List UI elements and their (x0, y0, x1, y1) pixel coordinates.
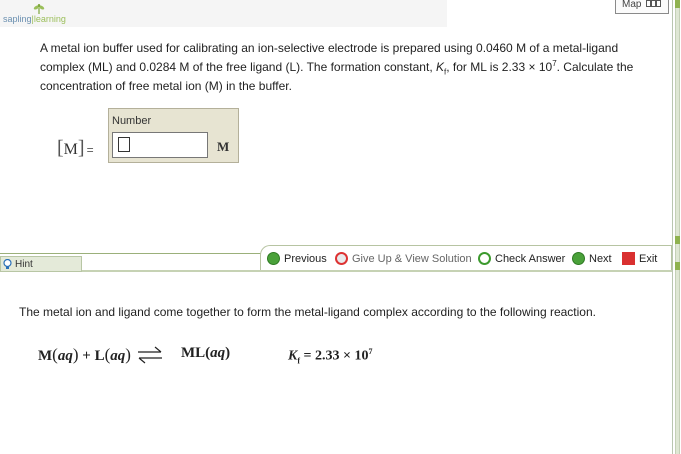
question-text: A metal ion buffer used for calibrating an ion-selective electrode is prepared using 0.0460 M of a metal-ligand complex (ML) and 0.0284 M of the free ligand (L). The formation constant, $K_f$, for ML is $2.33 \times 10^7$. Calculate the concentration of free metal ion (M) in the buffer. (40, 41, 634, 94)
leaf-icon (33, 4, 45, 14)
question-nav-bar (260, 245, 672, 270)
answer-variable-label: [M] = (57, 137, 94, 159)
answer-box-title: Number (112, 115, 152, 127)
logo-sapling: sapling (3, 14, 32, 24)
kf-exponent: 7 (552, 59, 557, 68)
give-up-icon (335, 252, 348, 265)
header-bar (0, 0, 447, 27)
sapling-logo (3, 4, 78, 26)
rail-marker-lower (675, 262, 680, 270)
rail-marker-mid (675, 236, 680, 244)
number-input[interactable] (112, 132, 208, 158)
right-scroll-rail[interactable] (672, 0, 681, 454)
checkmark-icon (478, 252, 491, 265)
reaction-reactants: M(aq) + L(aq) (38, 345, 131, 364)
hint-button[interactable] (0, 256, 82, 272)
logo-wordmark: sapling|learning (3, 14, 66, 24)
next-button[interactable]: Next (572, 252, 612, 265)
input-cursor (118, 137, 130, 152)
rail-marker-top (675, 0, 680, 8)
logo-learning: learning (33, 14, 66, 24)
map-label: Map (622, 0, 642, 11)
formation-constant: $K_f = 2.33 \times 10^7$ (288, 347, 373, 366)
nav-divider-lower (0, 270, 672, 272)
exit-button[interactable]: Exit (622, 252, 657, 265)
rail-track (675, 0, 680, 454)
lightbulb-icon (3, 259, 12, 270)
kf-subscript: f (444, 67, 447, 77)
previous-arrow-icon (267, 252, 280, 265)
reaction-product: ML(aq) (181, 345, 231, 361)
give-up-button[interactable]: Give Up & View Solution (335, 252, 472, 265)
equilibrium-arrows-icon (137, 346, 163, 364)
exit-icon (622, 252, 635, 265)
number-answer-box (108, 108, 239, 163)
hint-label: Hint (15, 259, 33, 270)
previous-button[interactable]: Previous (267, 252, 327, 265)
map-grid-icon (646, 0, 661, 10)
next-arrow-icon (572, 252, 585, 265)
map-button[interactable] (615, 0, 669, 14)
explanation-text: The metal ion and ligand come together to form the metal-ligand complex according to the following reaction. (19, 305, 596, 319)
answer-unit: M (217, 139, 230, 154)
check-answer-button[interactable]: Check Answer (478, 252, 565, 265)
kf-symbol: K (435, 60, 444, 74)
